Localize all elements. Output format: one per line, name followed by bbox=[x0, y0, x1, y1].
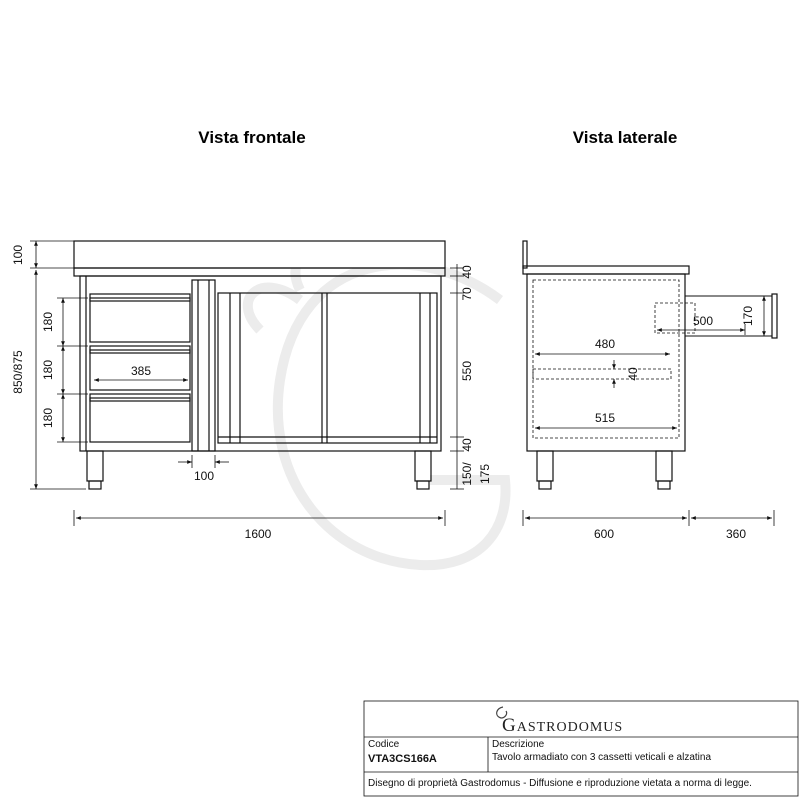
dim-splash-height: 100 bbox=[11, 244, 25, 266]
dim-drawer-1: 180 bbox=[41, 311, 55, 333]
code-value: VTA3CS166A bbox=[368, 753, 437, 765]
dim-total-width: 1600 bbox=[244, 527, 272, 541]
brand-logo bbox=[497, 707, 624, 736]
svg-text:GASTRODOMUS bbox=[502, 715, 623, 736]
dim-shelf-40: 40 bbox=[626, 367, 640, 381]
side-view bbox=[523, 241, 777, 489]
dim-drawer-height: 170 bbox=[741, 305, 755, 327]
dim-top-70: 70 bbox=[460, 287, 474, 301]
dim-drawer-3: 180 bbox=[41, 407, 55, 429]
dim-top-40: 40 bbox=[460, 265, 474, 279]
front-dimension-lines bbox=[30, 241, 464, 526]
brand-rest: ASTRODOMUS bbox=[516, 720, 624, 735]
description-value: Tavolo armadiato con 3 cassetti veticali e alzatina bbox=[492, 752, 712, 763]
front-view bbox=[74, 241, 445, 489]
code-label: Codice bbox=[368, 739, 400, 750]
dim-leg-175: 175 bbox=[478, 463, 492, 485]
copyright-footer: Disegno di proprietà Gastrodomus - Diffusione e riproduzione vietata a norma di legge. bbox=[368, 778, 752, 789]
dim-leg-150: 150/ bbox=[460, 462, 474, 486]
dim-depth: 600 bbox=[593, 527, 615, 541]
dim-drawer-out: 360 bbox=[725, 527, 747, 541]
brand-initial: G bbox=[502, 715, 517, 736]
dim-inner-480: 480 bbox=[594, 337, 616, 351]
side-view-title: Vista laterale bbox=[572, 128, 678, 147]
front-view-title: Vista frontale bbox=[198, 128, 306, 147]
dim-inner-515: 515 bbox=[594, 411, 616, 425]
side-dimension-lines bbox=[523, 296, 774, 526]
dim-total-height: 850/875 bbox=[11, 350, 25, 394]
dim-post-width: 100 bbox=[193, 469, 215, 483]
dim-drawer-width: 385 bbox=[130, 364, 152, 378]
description-label: Descrizione bbox=[492, 739, 545, 750]
dim-drawer-2: 180 bbox=[41, 359, 55, 381]
dim-drawer-extension: 500 bbox=[692, 314, 714, 328]
dim-bot-40: 40 bbox=[460, 438, 474, 452]
dim-mid-550: 550 bbox=[460, 360, 474, 382]
